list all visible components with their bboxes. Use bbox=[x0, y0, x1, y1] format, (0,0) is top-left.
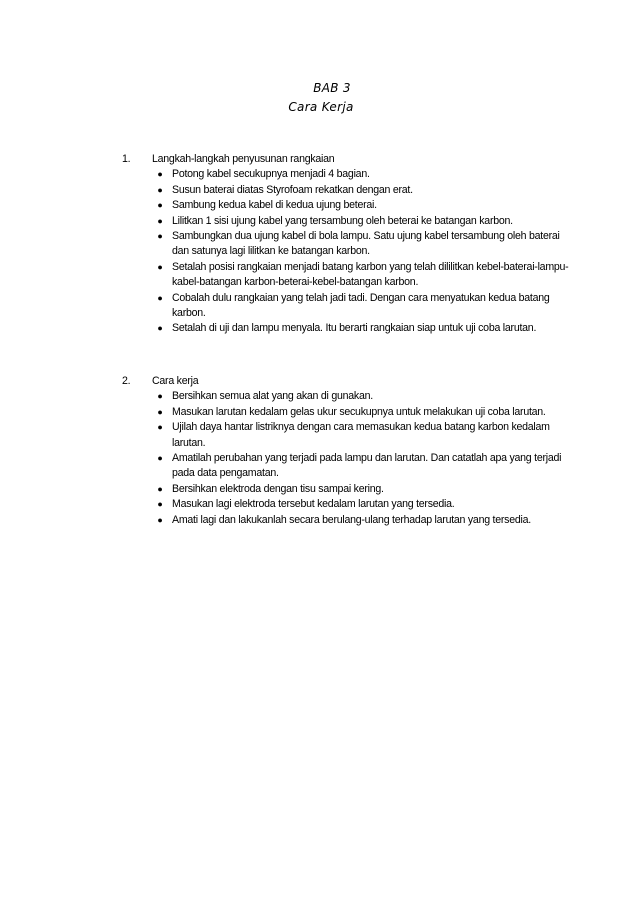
section-procedure bbox=[122, 374, 572, 528]
list-item bbox=[122, 198, 572, 213]
section-number: 2. bbox=[122, 375, 131, 387]
bullet-icon: ● bbox=[157, 323, 163, 334]
list-item bbox=[122, 451, 572, 482]
bullet-icon: ● bbox=[157, 184, 163, 195]
list-item-text: Ujilah daya hantar listriknya dengan cara memasukan kedua batang karbon kedalam larutan. bbox=[172, 421, 550, 449]
section-steps bbox=[122, 152, 572, 337]
bullet-icon: ● bbox=[157, 453, 163, 464]
list-item bbox=[122, 214, 572, 229]
list-item bbox=[122, 482, 572, 497]
list-item-text: Sambungkan dua ujung kabel di bola lampu. Satu ujung kabel tersambung oleh baterai dan satunya lagi lilitkan ke batangan karbon. bbox=[172, 230, 560, 258]
bullet-icon: ● bbox=[157, 200, 163, 211]
list-item bbox=[122, 183, 572, 198]
list-item-text: Cobalah dulu rangkaian yang telah jadi tadi. Dengan cara menyatukan kedua batang karbon. bbox=[172, 291, 550, 320]
list-item-text: Amati lagi dan lakukanlah secara berulang-ulang terhadap larutan yang tersedia. bbox=[172, 513, 531, 526]
list-item-text: Setalah di uji dan lampu menyala. Itu berarti rangkaian siap untuk uji coba larutan. bbox=[172, 322, 537, 335]
list-item bbox=[122, 167, 572, 182]
list-item bbox=[122, 497, 572, 512]
chapter-heading: BAB 3 bbox=[313, 81, 351, 95]
bullet-icon: ● bbox=[157, 499, 163, 510]
bullet-icon: ● bbox=[157, 231, 163, 242]
bullet-icon: ● bbox=[157, 422, 163, 433]
list-item-text: Bersihkan semua alat yang akan di gunakan. bbox=[172, 390, 373, 403]
list-item bbox=[122, 513, 572, 528]
list-item-text: Bersihkan elektroda dengan tisu sampai kering. bbox=[172, 482, 384, 495]
bullet-icon: ● bbox=[157, 483, 163, 494]
list-item bbox=[122, 389, 572, 404]
bullet-icon: ● bbox=[157, 261, 163, 272]
list-item-text: Amatilah perubahan yang terjadi pada lampu dan larutan. Dan catatlah apa yang terjadi pada data pengamatan. bbox=[172, 452, 562, 480]
bullet-list bbox=[122, 389, 572, 528]
list-item-text: Masukan larutan kedalam gelas ukur secukupnya untuk melakukan uji coba larutan. bbox=[172, 405, 546, 418]
list-item bbox=[122, 229, 572, 260]
bullet-icon: ● bbox=[157, 406, 163, 417]
bullet-icon: ● bbox=[157, 391, 163, 402]
list-item bbox=[122, 321, 572, 336]
list-item-text: Masukan lagi elektroda tersebut kedalam larutan yang tersedia. bbox=[172, 498, 455, 511]
chapter-title: Cara Kerja bbox=[288, 100, 354, 114]
list-item-text: Lilitkan 1 sisi ujung kabel yang tersambung oleh beterai ke batangan karbon. bbox=[172, 214, 513, 227]
bullet-list bbox=[122, 167, 572, 336]
bullet-icon: ● bbox=[157, 215, 163, 226]
list-item bbox=[122, 291, 572, 322]
bullet-icon: ● bbox=[157, 169, 163, 180]
section-heading bbox=[122, 152, 572, 167]
list-item bbox=[122, 405, 572, 420]
list-item-text: Potong kabel secukupnya menjadi 4 bagian. bbox=[172, 168, 370, 181]
list-item-text: Setalah posisi rangkaian menjadi batang karbon yang telah dililitkan kebel-baterai-lampu-kabel-batangan karbon-beterai-kebel-batangan karbon. bbox=[172, 260, 569, 289]
list-item-text: Sambung kedua kabel di kedua ujung beterai. bbox=[172, 199, 377, 212]
list-item-text: Susun baterai diatas Styrofoam rekatkan dengan erat. bbox=[172, 183, 413, 196]
section-number: 1. bbox=[122, 153, 131, 165]
bullet-icon: ● bbox=[157, 292, 163, 303]
section-heading bbox=[122, 374, 572, 389]
list-item bbox=[122, 420, 572, 451]
bullet-icon: ● bbox=[157, 514, 163, 525]
list-item bbox=[122, 260, 572, 291]
section-label: Langkah-langkah penyusunan rangkaian bbox=[152, 153, 335, 165]
section-label: Cara kerja bbox=[152, 375, 199, 387]
